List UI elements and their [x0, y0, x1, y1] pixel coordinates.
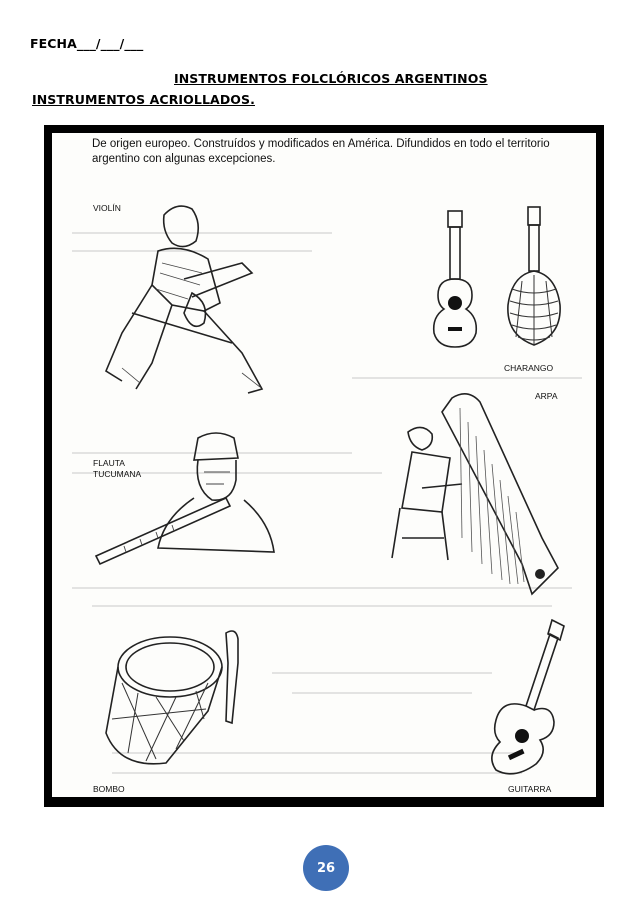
label-guitarra: GUITARRA — [508, 784, 552, 794]
label-flauta-line1: FLAUTA — [93, 458, 125, 468]
label-bombo: BOMBO — [93, 784, 125, 794]
date-field-label: FECHA___/___/___ — [30, 36, 144, 51]
flute-player-illustration — [94, 428, 284, 568]
charango-illustration — [502, 205, 566, 350]
page-number-badge: 26 — [303, 845, 349, 891]
violin-player-illustration — [92, 193, 292, 408]
section-subtitle: INSTRUMENTOS ACRIOLLADOS. — [32, 92, 255, 107]
label-flauta-line2: TUCUMANA — [93, 469, 142, 479]
label-violin: VIOLÍN — [93, 203, 121, 213]
guitar-large-illustration — [482, 618, 572, 778]
guitar-small-illustration — [430, 209, 480, 349]
harp-player-illustration — [382, 388, 567, 603]
label-arpa: ARPA — [535, 391, 558, 401]
worksheet-panel — [52, 133, 596, 797]
bombo-drum-illustration — [96, 623, 256, 773]
page-title: INSTRUMENTOS FOLCLÓRICOS ARGENTINOS — [174, 71, 488, 86]
label-charango: CHARANGO — [504, 363, 554, 373]
intro-paragraph: De origen europeo. Construídos y modificados en América. Difundidos en todo el territorio argentino con algunas excepciones. — [92, 138, 550, 165]
